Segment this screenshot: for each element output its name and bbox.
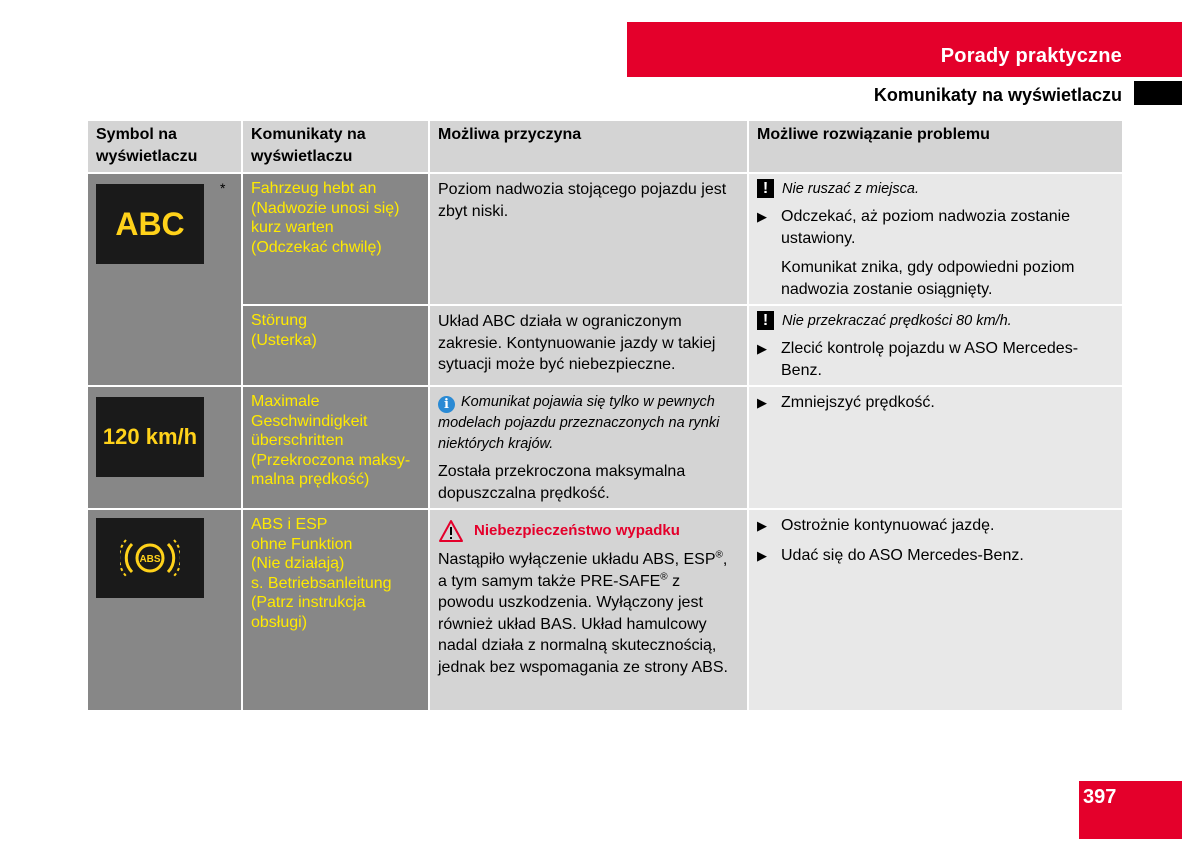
cause-cell: Poziom nadwozia stojącego pojazdu jest zbyt niski.	[429, 173, 748, 305]
table-row	[88, 305, 1122, 386]
solution-cell	[748, 386, 1122, 509]
solution-step: Odczekać, aż poziom nadwozia zostanie ustawiony.	[781, 208, 1071, 247]
column-header-cause: Możliwa przyczyna	[429, 121, 748, 173]
table-header-row	[88, 121, 1122, 173]
svg-text:ABS: ABS	[139, 554, 161, 565]
message-cell: Störung (Usterka)	[242, 305, 429, 386]
table-row	[88, 173, 1122, 305]
cause-text: Nastąpiło wyłączenie układu ABS, ESP®, a tym samym także PRE-SAFE® z powodu uszkodzenia. Wyłączony jest również układ BAS. Układ hamulcowy nadal działa z normalną skutecznością, jednak bez wspomagania ze strony ABS.	[438, 549, 728, 676]
cause-cell: Układ ABC działa w ograniczonym zakresie. Kontynuowanie jazdy w takiej sytuacji może być niebezpieczne.	[429, 305, 748, 386]
symbol-cell	[88, 386, 242, 509]
info-icon: i	[438, 396, 455, 413]
header-black-tab	[1134, 81, 1182, 105]
cause-cell	[429, 386, 748, 509]
subsection-title: Komunikaty na wyświetlaczu	[873, 85, 1122, 105]
danger-label: Niebezpieczeństwo wypadku	[474, 522, 680, 540]
danger-triangle-icon	[438, 519, 464, 543]
column-header-solution: Możliwe rozwiązanie problemu	[748, 121, 1122, 173]
warning-exclamation-icon: !	[757, 311, 774, 330]
message-cell: Maximale Geschwindigkeit überschritten (Przekroczona maksy- malna prędkość)	[242, 386, 429, 509]
column-header-message: Komunikaty na wyświetlaczu	[242, 121, 429, 173]
info-note: Komunikat pojawia się tylko w pewnych modelach pojazdu przeznaczonych na rynki niektórych krajów.	[438, 394, 720, 452]
warning-exclamation-icon: !	[757, 179, 774, 198]
speed-display-symbol: 120 km/h	[96, 397, 204, 477]
abc-display-symbol: ABC	[96, 184, 204, 264]
page-number: 397	[1083, 786, 1117, 808]
solution-cell	[748, 305, 1122, 386]
table-row	[88, 509, 1122, 711]
abs-warning-icon	[96, 518, 204, 598]
table-row	[88, 386, 1122, 509]
message-cell: Fahrzeug hebt an (Nadwozie unosi się) kurz warten (Odczekać chwilę)	[242, 173, 429, 305]
bullet-triangle-icon: ▶	[757, 209, 767, 224]
bullet-triangle-icon: ▶	[757, 395, 767, 410]
column-header-symbol: Symbol na wyświetlaczu	[88, 121, 242, 173]
solution-step: Ostrożnie kontynuować jazdę.	[781, 517, 995, 534]
solution-step: Udać się do ASO Mercedes-Benz.	[781, 546, 1024, 564]
cause-text: Została przekroczona maksymalna dopuszczalna prędkość.	[438, 463, 686, 502]
solution-note: Komunikat znika, gdy odpowiedni poziom nadwozia zostanie osiągnięty.	[781, 259, 1075, 298]
warning-text: Nie przekraczać prędkości 80 km/h.	[782, 313, 1012, 329]
symbol-cell	[88, 173, 242, 386]
solution-step: Zlecić kontrolę pojazdu w ASO Mercedes-Benz.	[781, 340, 1079, 379]
message-cell: ABS i ESP ohne Funktion (Nie działają) s. Betriebsanleitung (Patrz instrukcja obsługi)	[242, 509, 429, 711]
symbol-cell	[88, 509, 242, 711]
solution-cell	[748, 173, 1122, 305]
footnote-star: *	[220, 180, 226, 196]
solution-step: Zmniejszyć prędkość.	[781, 394, 935, 411]
display-messages-table	[88, 121, 1122, 712]
section-title: Porady praktyczne	[940, 45, 1122, 67]
cause-cell	[429, 509, 748, 711]
bullet-triangle-icon: ▶	[757, 518, 767, 533]
bullet-triangle-icon: ▶	[757, 547, 767, 563]
solution-cell	[748, 509, 1122, 711]
bullet-triangle-icon: ▶	[757, 341, 767, 356]
warning-text: Nie ruszać z miejsca.	[782, 181, 919, 197]
